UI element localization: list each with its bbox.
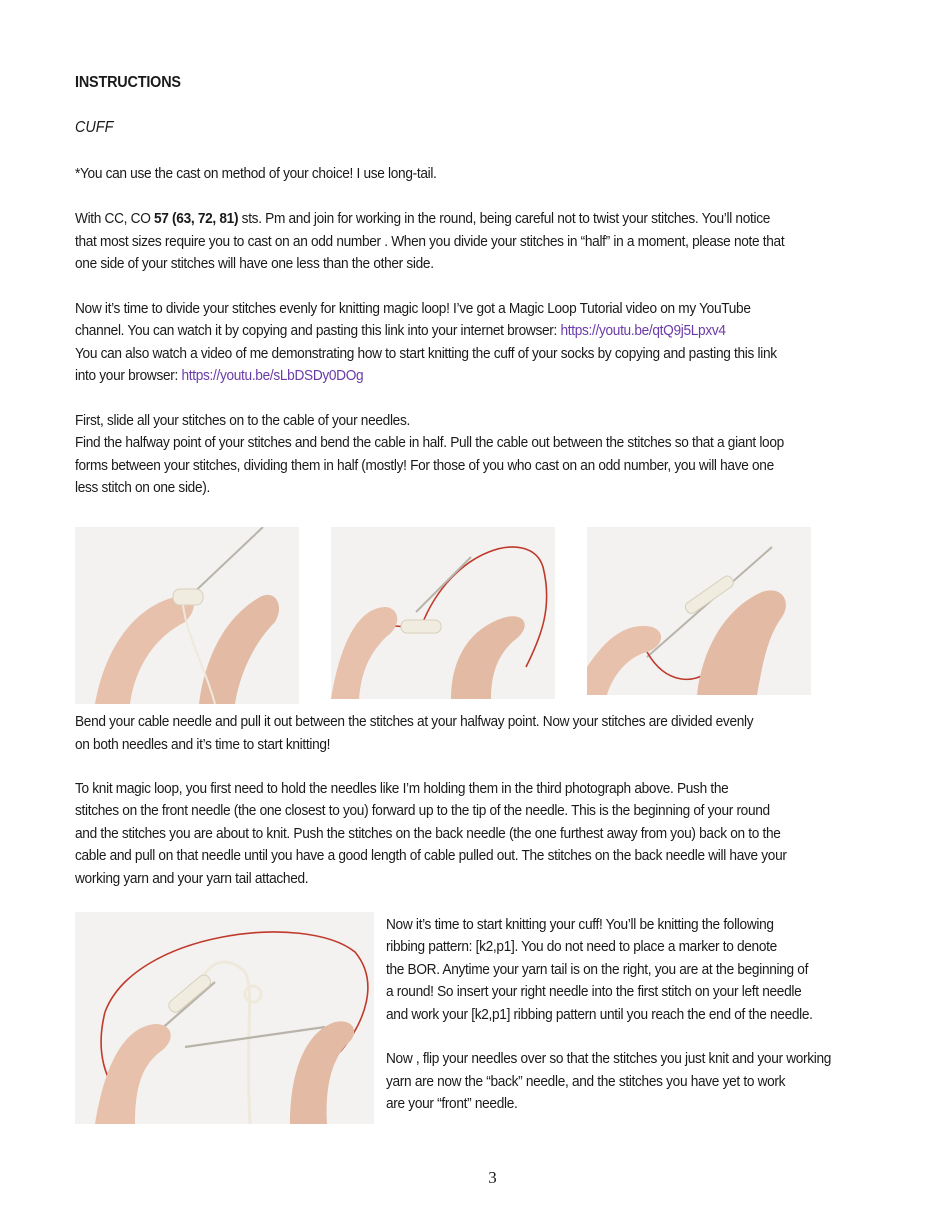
cast-on-note: *You can use the cast on method of your choice! I use long-tail. <box>75 165 437 182</box>
paragraph-bend-line-1: Bend your cable needle and pull it out between the stitches at your halfway point. Now your stitches are divided evenly <box>75 713 754 730</box>
page-heading: INSTRUCTIONS <box>75 74 181 91</box>
paragraph-magic-loop-line-4: into your browser: https://youtu.be/sLbDSDy0DOg <box>75 367 364 384</box>
paragraph-cuff-line-3: the BOR. Anytime your yarn tail is on the right, you are at the beginning of <box>386 961 809 978</box>
photo-knitting-cuff <box>75 912 374 1124</box>
paragraph-bend-line-2: on both needles and it’s time to start knitting! <box>75 736 331 753</box>
paragraph-magic-loop-line-3: You can also watch a video of me demonstrating how to start knitting the cuff of your socks by copying and pasting this link <box>75 345 777 362</box>
photo-slide-stitches <box>75 527 299 704</box>
paragraph-magic-loop-line-2: channel. You can watch it by copying and pasting this link into your internet browser: https://youtu.be/qtQ9j5Lpxv4 <box>75 322 726 339</box>
paragraph-knit-line-2: stitches on the front needle (the one closest to you) forward up to the tip of the needle. This is the beginning of your round <box>75 802 770 819</box>
cuff-video-link[interactable]: https://youtu.be/sLbDSDy0DOg <box>181 367 364 384</box>
photo-holding-needles <box>587 527 811 695</box>
paragraph-divide-line-2: Find the halfway point of your stitches and bend the cable in half. Pull the cable out between the stitches so that a giant loop <box>75 434 784 451</box>
paragraph-cuff-line-5: and work your [k2,p1] ribbing pattern until you reach the end of the needle. <box>386 1006 813 1023</box>
paragraph-cuff-line-1: Now it’s time to start knitting your cuff! You’ll be knitting the following <box>386 916 774 933</box>
paragraph-cuff-line-4: a round! So insert your right needle into the first stitch on your left needle <box>386 983 802 1000</box>
paragraph-cast-on-line-2: that most sizes require you to cast on an odd number . When you divide your stitches in “half” in a moment, please note that <box>75 233 785 250</box>
paragraph-magic-loop-line-1: Now it’s time to divide your stitches evenly for knitting magic loop! I’ve got a Magic Loop Tutorial video on my YouTube <box>75 300 751 317</box>
paragraph-cast-on-line-1: With CC, CO 57 (63, 72, 81) sts. Pm and join for working in the round, being careful not to twist your stitches. You’ll notice <box>75 210 771 227</box>
paragraph-divide-line-4: less stitch on one side). <box>75 479 210 496</box>
paragraph-knit-line-1: To knit magic loop, you first need to hold the needles like I’m holding them in the third photograph above. Push the <box>75 780 729 797</box>
paragraph-flip-line-3: are your “front” needle. <box>386 1095 518 1112</box>
stitch-counts: 57 (63, 72, 81) <box>154 210 239 227</box>
paragraph-divide-line-3: forms between your stitches, dividing them in half (mostly! For those of you who cast on an odd number, you will have one <box>75 457 774 474</box>
paragraph-knit-line-5: working yarn and your yarn tail attached. <box>75 870 309 887</box>
tutorial-link[interactable]: https://youtu.be/qtQ9j5Lpxv4 <box>560 322 726 339</box>
paragraph-flip-line-2: yarn are now the “back” needle, and the stitches you have yet to work <box>386 1073 786 1090</box>
paragraph-divide-line-1: First, slide all your stitches on to the cable of your needles. <box>75 412 410 429</box>
paragraph-cuff-line-2: ribbing pattern: [k2,p1]. You do not need to place a marker to denote <box>386 938 777 955</box>
paragraph-knit-line-4: cable and pull on that needle until you have a good length of cable pulled out. The stitches on the back needle will have your <box>75 847 787 864</box>
paragraph-flip-line-1: Now , flip your needles over so that the stitches you just knit and your working <box>386 1050 832 1067</box>
page-number: 3 <box>488 1168 497 1187</box>
section-title: CUFF <box>75 119 114 136</box>
photo-bend-cable <box>331 527 555 699</box>
paragraph-knit-line-3: and the stitches you are about to knit. Push the stitches on the back needle (the one furthest away from you) back on to the <box>75 825 781 842</box>
paragraph-cast-on-line-3: one side of your stitches will have one less than the other side. <box>75 255 434 272</box>
